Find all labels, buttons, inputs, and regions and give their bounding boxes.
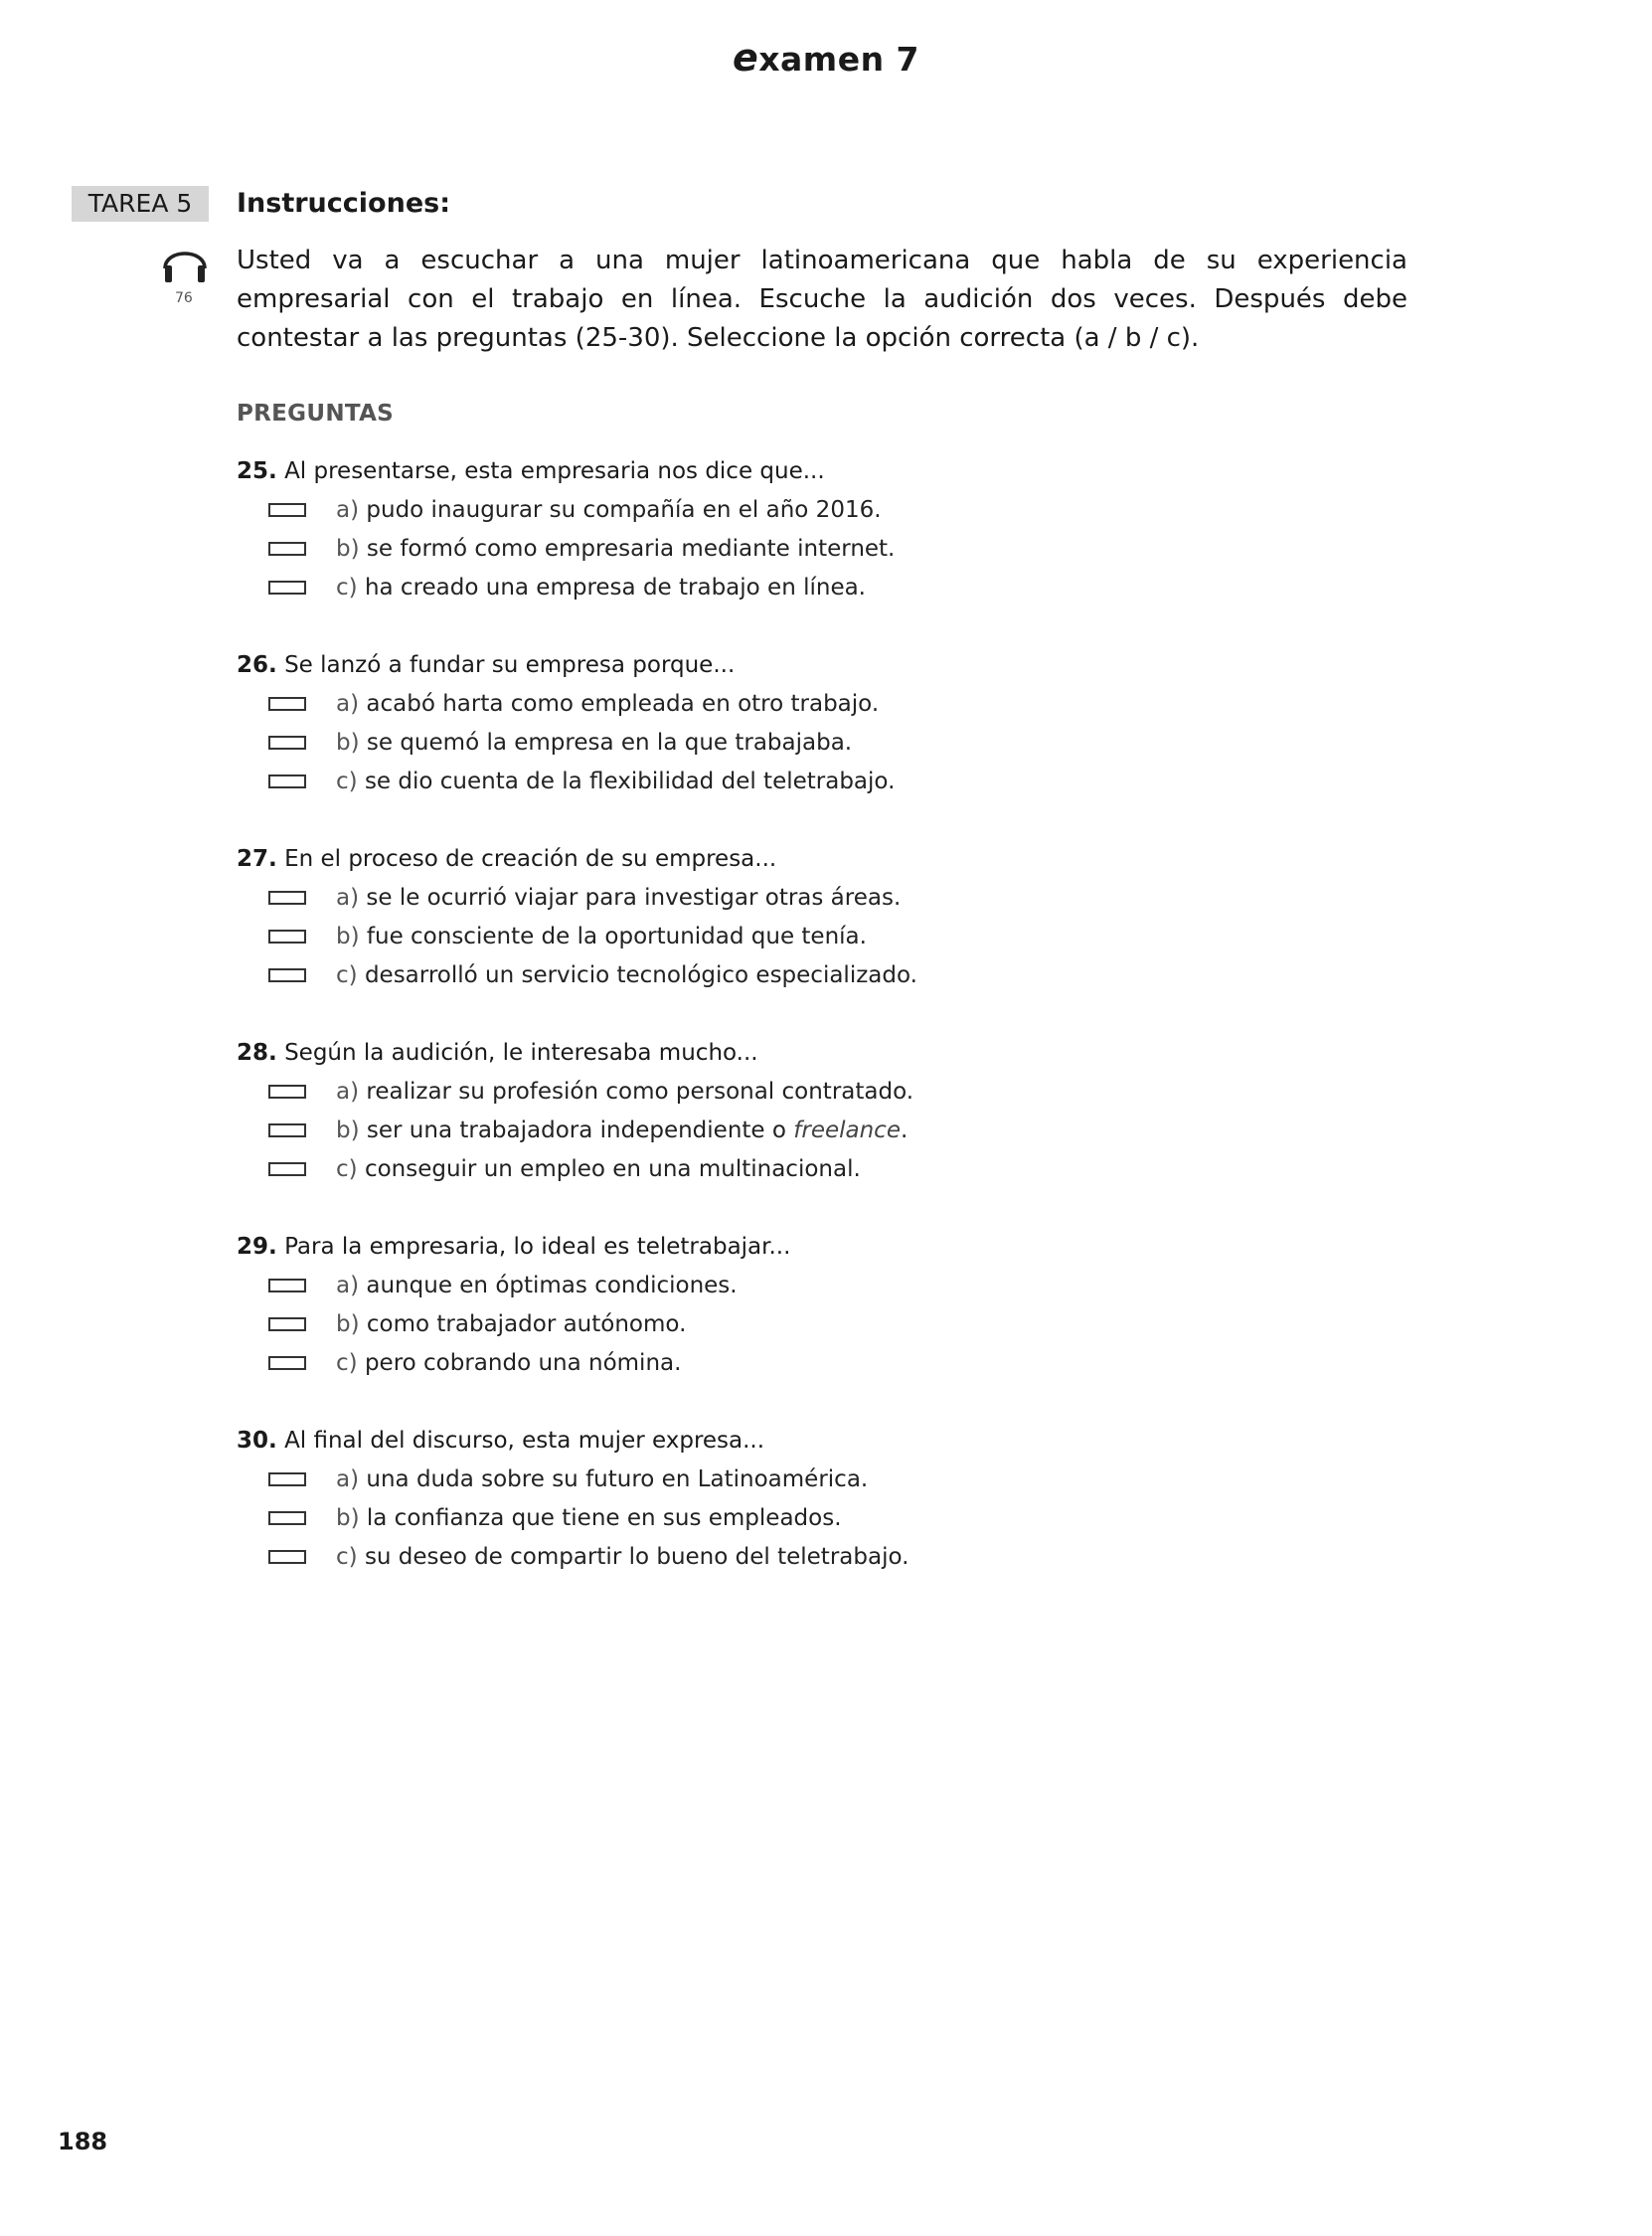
option-letter: a) [336, 497, 360, 523]
answer-checkbox[interactable] [268, 542, 306, 556]
option-text: su deseo de compartir lo bueno del teletrabajo. [364, 1544, 909, 1570]
option-letter: c) [336, 1544, 358, 1570]
option-text: pero cobrando una nómina. [364, 1350, 682, 1376]
track-number: 76 [175, 290, 193, 306]
question-number: 27. [237, 846, 277, 872]
answer-option-29-b[interactable] [237, 1305, 1330, 1344]
instructions-text: Usted va a escuchar a una mujer latinoamericana que habla de su experiencia empresarial con el trabajo en línea. Escuche la audición dos veces. Después debe contestar a las preguntas (25-30). Seleccione la opción correcta (a / b / c). [237, 246, 1407, 353]
option-letter: a) [336, 1079, 360, 1105]
option-text: aunque en óptimas condiciones. [366, 1273, 738, 1298]
answer-option-25-c[interactable] [237, 569, 1330, 607]
option-text: se dio cuenta de la flexibilidad del teletrabajo. [364, 769, 896, 794]
option-letter: c) [336, 962, 358, 988]
option-letter: a) [336, 1273, 360, 1298]
question-text: Al final del discurso, esta mujer expresa... [284, 1428, 765, 1454]
answer-checkbox[interactable] [268, 774, 306, 788]
options-group [237, 1073, 1330, 1189]
answer-checkbox[interactable] [268, 697, 306, 711]
answer-checkbox[interactable] [268, 1550, 306, 1564]
answer-checkbox[interactable] [268, 1356, 306, 1370]
question-stem [237, 646, 1330, 685]
answer-checkbox[interactable] [268, 968, 306, 982]
answer-option-27-b[interactable] [237, 918, 1330, 956]
page-title-first-letter: e [732, 36, 759, 80]
answer-option-30-c[interactable] [237, 1538, 1330, 1577]
option-text-plain: ser una trabajadora independiente o [366, 1118, 794, 1143]
page-title [0, 36, 1652, 80]
question-number: 25. [237, 458, 277, 484]
options-group [237, 879, 1330, 995]
question [237, 452, 1330, 646]
option-text: desarrolló un servicio tecnológico especializado. [364, 962, 917, 988]
question-number: 28. [237, 1040, 277, 1066]
answer-option-26-a[interactable] [237, 685, 1330, 724]
option-text: como trabajador autónomo. [366, 1311, 687, 1337]
answer-option-28-c[interactable] [237, 1150, 1330, 1189]
option-letter: b) [336, 924, 360, 949]
option-letter: c) [336, 769, 358, 794]
answer-option-25-b[interactable] [237, 530, 1330, 569]
question-number: 30. [237, 1428, 277, 1454]
answer-checkbox[interactable] [268, 891, 306, 905]
question-stem [237, 1228, 1330, 1267]
question [237, 1422, 1330, 1616]
answer-option-26-b[interactable] [237, 724, 1330, 763]
answer-checkbox[interactable] [268, 1162, 306, 1176]
task-badge: TAREA 5 [72, 186, 209, 222]
answer-option-27-a[interactable] [237, 879, 1330, 918]
option-letter: c) [336, 1156, 358, 1182]
page-number: 188 [58, 2128, 108, 2155]
option-text: una duda sobre su futuro en Latinoamérica. [366, 1466, 869, 1492]
option-letter: b) [336, 1311, 360, 1337]
answer-checkbox[interactable] [268, 1511, 306, 1525]
headphones-icon [159, 239, 211, 286]
question-list [237, 452, 1330, 1616]
answer-option-29-c[interactable] [237, 1344, 1330, 1383]
question [237, 1228, 1330, 1422]
question-stem [237, 840, 1330, 879]
options-group [237, 1267, 1330, 1383]
question-text: Se lanzó a fundar su empresa porque... [284, 652, 736, 678]
answer-checkbox[interactable] [268, 1279, 306, 1292]
option-letter: b) [336, 1505, 360, 1531]
answer-checkbox[interactable] [268, 581, 306, 595]
option-text: la confianza que tiene en sus empleados. [366, 1505, 842, 1531]
option-text: conseguir un empleo en una multinacional. [364, 1156, 861, 1182]
option-text: realizar su profesión como personal contratado. [366, 1079, 914, 1105]
option-text-italic: freelance [793, 1118, 901, 1143]
answer-option-30-b[interactable] [237, 1499, 1330, 1538]
instructions-heading: Instrucciones: [237, 188, 450, 219]
option-text-after: . [900, 1118, 909, 1143]
options-group [237, 1461, 1330, 1577]
option-letter: b) [336, 730, 360, 756]
option-text: ha creado una empresa de trabajo en línea. [364, 575, 866, 601]
answer-checkbox[interactable] [268, 736, 306, 750]
answer-checkbox[interactable] [268, 1085, 306, 1099]
option-letter: c) [336, 575, 358, 601]
question [237, 840, 1330, 1034]
question-stem [237, 1422, 1330, 1461]
answer-checkbox[interactable] [268, 930, 306, 944]
question [237, 1034, 1330, 1228]
option-text: se quemó la empresa en la que trabajaba. [366, 730, 853, 756]
option-letter: c) [336, 1350, 358, 1376]
question-number: 29. [237, 1234, 277, 1260]
option-letter: a) [336, 691, 360, 717]
answer-option-28-a[interactable] [237, 1073, 1330, 1112]
answer-option-29-a[interactable] [237, 1267, 1330, 1305]
page-title-rest: xamen 7 [758, 40, 920, 79]
question-text: Para la empresaria, lo ideal es teletrabajar... [284, 1234, 791, 1260]
options-group [237, 491, 1330, 607]
option-letter: b) [336, 1118, 360, 1143]
option-letter: a) [336, 885, 360, 911]
question-text: Según la audición, le interesaba mucho... [284, 1040, 758, 1066]
option-text: se formó como empresaria mediante internet. [366, 536, 896, 562]
answer-option-27-c[interactable] [237, 956, 1330, 995]
question-text: En el proceso de creación de su empresa... [284, 846, 777, 872]
option-letter: a) [336, 1466, 360, 1492]
question-stem [237, 1034, 1330, 1073]
answer-checkbox[interactable] [268, 1317, 306, 1331]
option-text [367, 1118, 908, 1143]
options-group [237, 685, 1330, 801]
option-letter: b) [336, 536, 360, 562]
option-text: se le ocurrió viajar para investigar otras áreas. [366, 885, 902, 911]
answer-option-26-c[interactable] [237, 763, 1330, 801]
question-text: Al presentarse, esta empresaria nos dice que... [284, 458, 825, 484]
question [237, 646, 1330, 840]
question-number: 26. [237, 652, 277, 678]
answer-checkbox[interactable] [268, 503, 306, 517]
option-text: fue consciente de la oportunidad que tenía. [366, 924, 867, 949]
answer-option-28-b[interactable] [237, 1112, 1330, 1150]
questions-heading: PREGUNTAS [237, 401, 395, 427]
answer-option-25-a[interactable] [237, 491, 1330, 530]
option-text: acabó harta como empleada en otro trabajo. [366, 691, 880, 717]
option-text: pudo inaugurar su compañía en el año 2016. [366, 497, 882, 523]
answer-checkbox[interactable] [268, 1123, 306, 1137]
answer-checkbox[interactable] [268, 1472, 306, 1486]
question-stem [237, 452, 1330, 491]
answer-option-30-a[interactable] [237, 1461, 1330, 1499]
